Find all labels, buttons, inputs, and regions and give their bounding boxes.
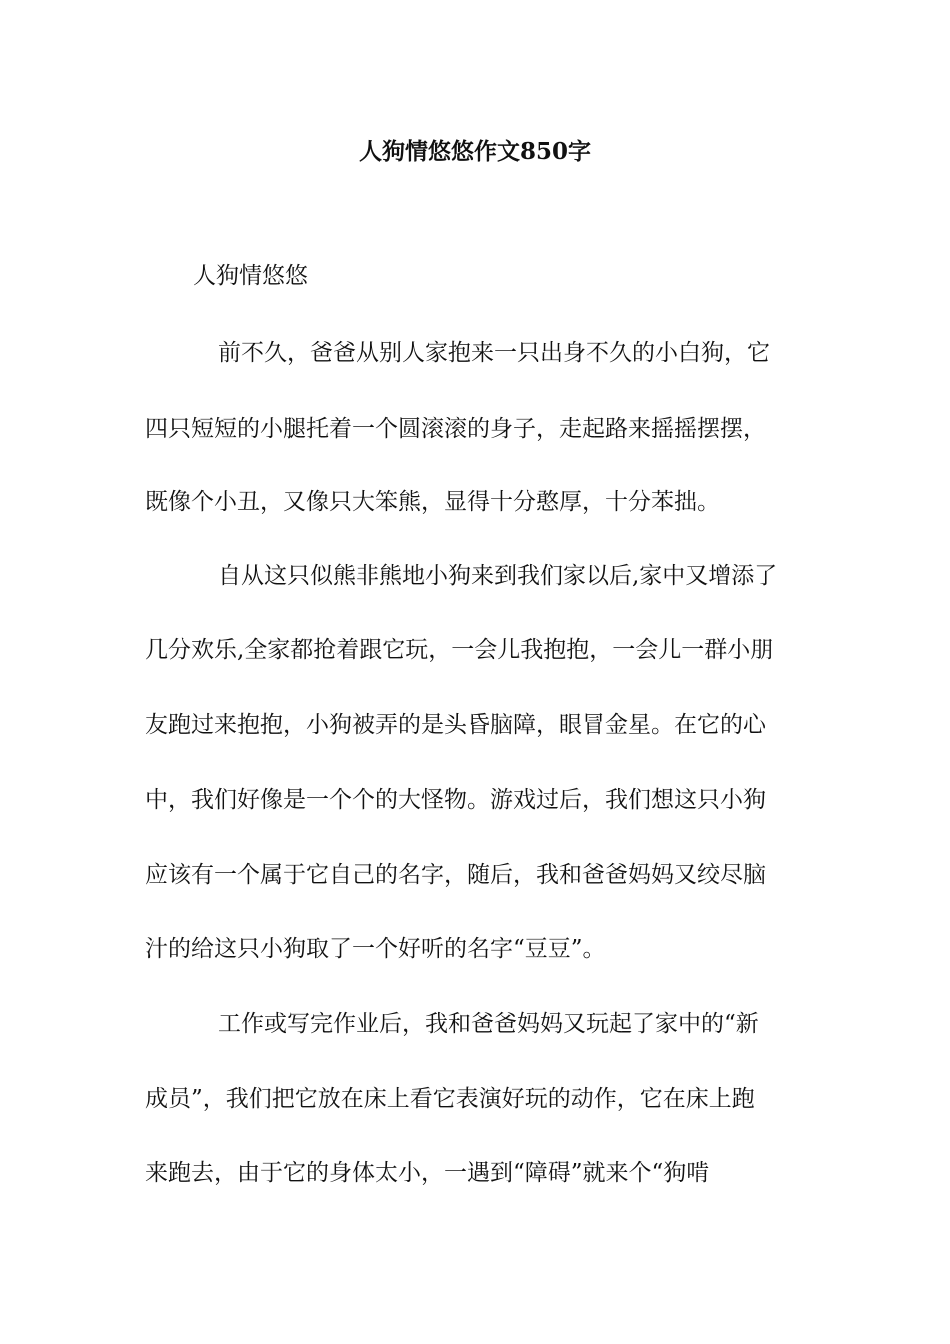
paragraph-3-line-1: 工作或写完作业后，我和爸爸妈妈又玩起了家中的“新 <box>218 1011 759 1037</box>
paragraph-2-line-6: 汁的给这只小狗取了一个好听的名字“豆豆”。 <box>145 936 606 962</box>
paragraph-1-line-1: 前不久，爸爸从别人家抱来一只出身不久的小白狗，它 <box>218 340 770 366</box>
document-subtitle: 人狗情悠悠 <box>193 263 308 289</box>
paragraph-1-line-3: 既像个小丑，又像只大笨熊，显得十分憨厚，十分苯拙。 <box>145 489 720 515</box>
paragraph-2-line-1: 自从这只似熊非熊地小狗来到我们家以后,家中又增添了 <box>218 563 778 589</box>
paragraph-2-line-5: 应该有一个属于它自己的名字，随后，我和爸爸妈妈又绞尽脑 <box>145 862 766 888</box>
document-title: 人狗情悠悠作文850字 <box>358 138 591 165</box>
paragraph-2-line-3: 友跑过来抱抱，小狗被弄的是头昏脑障，眼冒金星。在它的心 <box>145 712 766 738</box>
paragraph-1-line-2: 四只短短的小腿托着一个圆滚滚的身子，走起路来摇摇摆摆， <box>145 416 766 442</box>
paragraph-2-line-4: 中，我们好像是一个个的大怪物。游戏过后，我们想这只小狗 <box>145 787 766 813</box>
paragraph-3-line-3: 来跑去，由于它的身体太小，一遇到“障碍”就来个“狗啃 <box>145 1160 710 1186</box>
paragraph-3-line-2: 成员”，我们把它放在床上看它表演好玩的动作，它在床上跑 <box>145 1086 755 1112</box>
paragraph-2-line-2: 几分欢乐,全家都抢着跟它玩，一会儿我抱抱，一会儿一群小朋 <box>145 637 774 663</box>
